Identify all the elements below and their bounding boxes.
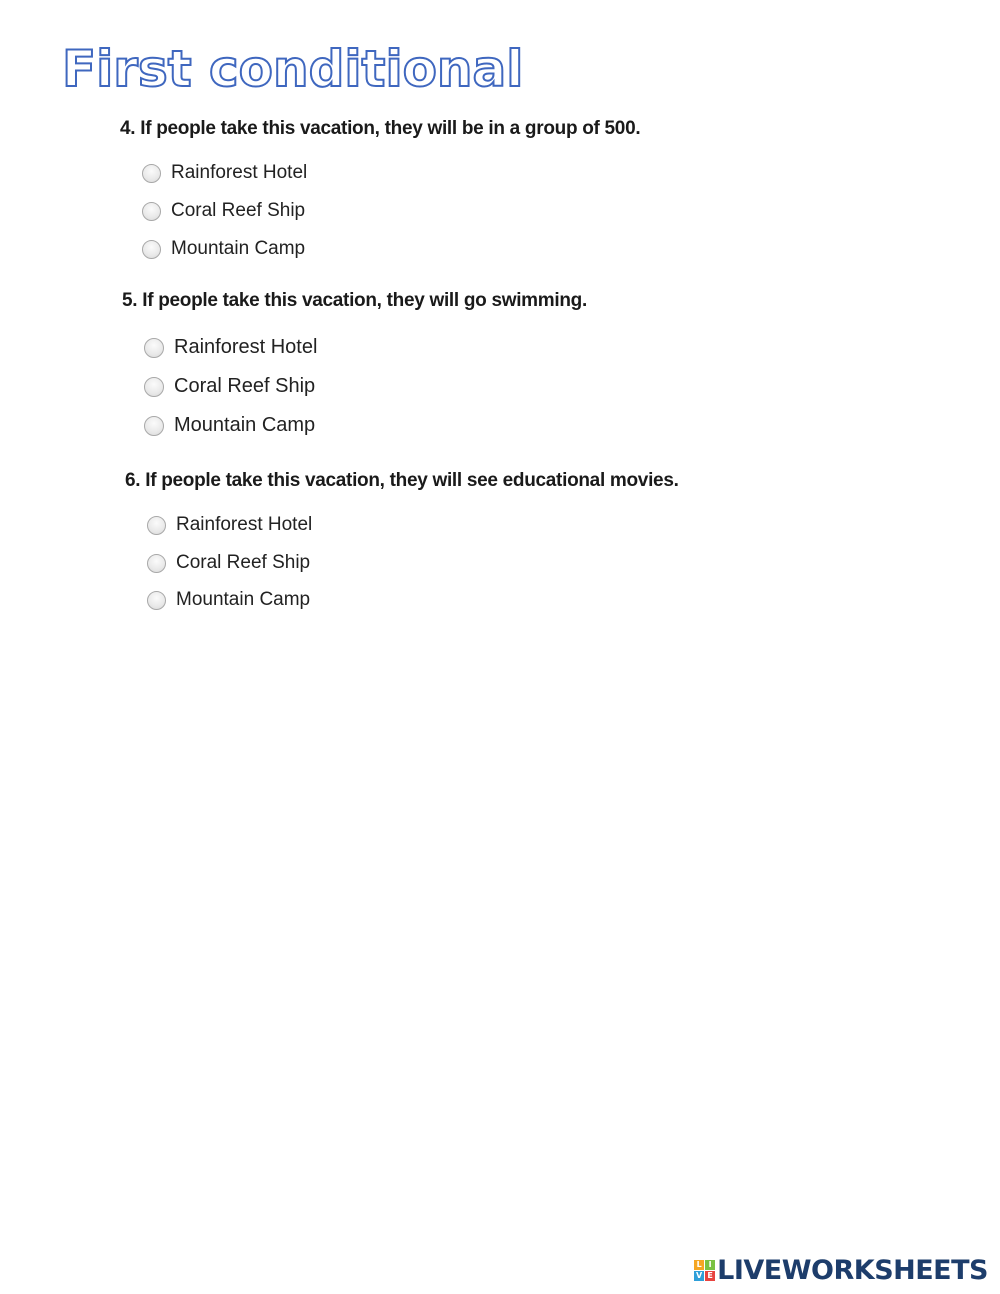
- answer-option[interactable]: [142, 162, 307, 184]
- answer-option[interactable]: [147, 589, 310, 611]
- question-text: 5. If people take this vacation, they will go swimming.: [122, 290, 587, 311]
- radio-button[interactable]: [147, 554, 166, 573]
- option-label: Coral Reef Ship: [174, 375, 316, 397]
- logo-text: LIVEWORKSHEETS: [717, 1255, 988, 1286]
- radio-button[interactable]: [144, 416, 164, 436]
- option-label: Coral Reef Ship: [176, 552, 311, 573]
- answer-option[interactable]: [142, 200, 305, 222]
- option-label: Mountain Camp: [176, 589, 311, 610]
- radio-button[interactable]: [142, 240, 161, 259]
- logo-mark-tile: E: [705, 1271, 715, 1281]
- answer-option[interactable]: [147, 552, 310, 574]
- radio-button[interactable]: [144, 338, 164, 358]
- logo-mark-tile: L: [694, 1260, 704, 1270]
- radio-button[interactable]: [144, 377, 164, 397]
- question-text: 4. If people take this vacation, they will be in a group of 500.: [120, 118, 641, 139]
- radio-button[interactable]: [147, 591, 166, 610]
- answer-option[interactable]: [144, 336, 317, 359]
- logo-mark-tile: V: [696, 1271, 703, 1280]
- logo-mark-tile: I: [705, 1260, 715, 1270]
- question-text: 6. If people take this vacation, they will see educational movies.: [125, 470, 679, 491]
- option-label: Mountain Camp: [174, 414, 316, 436]
- liveworksheets-logo: [694, 1255, 988, 1286]
- radio-button[interactable]: [147, 516, 166, 535]
- logo-mark-icon: [694, 1260, 715, 1281]
- option-label: Rainforest Hotel: [176, 514, 313, 535]
- answer-option[interactable]: [144, 414, 315, 437]
- radio-button[interactable]: [142, 202, 161, 221]
- answer-option[interactable]: [147, 514, 312, 536]
- option-label: Coral Reef Ship: [171, 200, 306, 221]
- option-label: Rainforest Hotel: [174, 336, 318, 358]
- answer-option[interactable]: [144, 375, 315, 398]
- radio-button[interactable]: [142, 164, 161, 183]
- option-label: Mountain Camp: [171, 238, 306, 259]
- worksheet-title: First conditional: [62, 40, 524, 98]
- answer-option[interactable]: [142, 238, 305, 260]
- option-label: Rainforest Hotel: [171, 162, 308, 183]
